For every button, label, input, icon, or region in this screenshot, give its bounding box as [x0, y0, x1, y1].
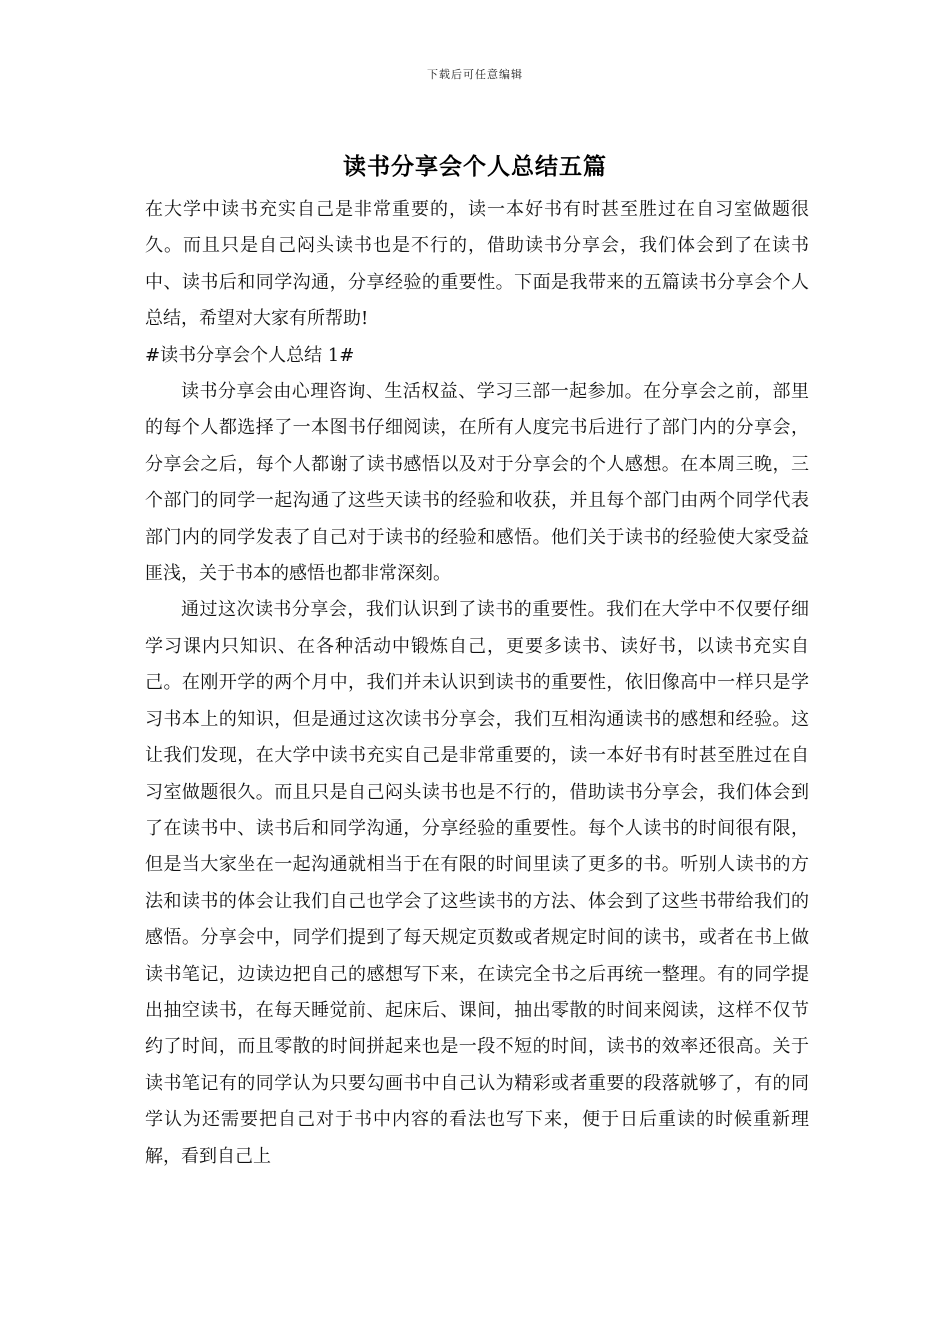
document-body	[145, 192, 809, 1175]
body-paragraph-1: 读书分享会由心理咨询、生活权益、学习三部一起参加。在分享会之前，部里的每个人都选择了一本图书仔细阅读，在所有人度完书后进行了部门内的分享会，分享会之后，每个人都谢了读书感悟以及对于分享会的个人感想。在本周三晚，三个部门的同学一起沟通了这些天读书的经验和收获，并且每个部门由两个同学代表部门内的同学发表了自己对于读书的经验和感悟。他们关于读书的经验使大家受益匪浅，关于书本的感悟也都非常深刻。	[145, 381, 809, 585]
header-note: 下载后可任意编辑	[427, 68, 523, 81]
document-title: 读书分享会个人总结五篇	[343, 153, 607, 180]
body-paragraph-2: 通过这次读书分享会，我们认识到了读书的重要性。我们在大学中不仅要仔细学习课内只知识、在各种活动中锻炼自己，更要多读书、读好书，以读书充实自己。在刚开学的两个月中，我们并未认识到读书的重要性，依旧像高中一样只是学习书本上的知识，但是通过这次读书分享会，我们互相沟通读书的感想和经验。这让我们发现，在大学中读书充实自己是非常重要的，读一本好书有时甚至胜过在自习室做题很久。而且只是自己闷头读书也是不行的，借助读书分享会，我们体会到了在读书中、读书后和同学沟通，分享经验的重要性。每个人读书的时间很有限，但是当大家坐在一起沟通就相当于在有限的时间里读了更多的书。听别人读书的方法和读书的体会让我们自己也学会了这些读书的方法、体会到了这些书带给我们的感悟。分享会中，同学们提到了每天规定页数或者规定时间的读书，或者在书上做读书笔记，边读边把自己的感想写下来，在读完全书之后再统一整理。有的同学提出抽空读书，在每天睡觉前、起床后、课间，抽出零散的时间来阅读，这样不仅节约了时间，而且零散的时间拼起来也是一段不短的时间，读书的效率还很高。关于读书笔记有的同学认为只要勾画书中自己认为精彩或者重要的段落就够了，有的同学认为还需要把自己对于书中内容的看法也写下来，便于日后重读的时候重新理解，看到自己上	[145, 599, 809, 1167]
section-heading: #读书分享会个人总结 1#	[145, 344, 355, 366]
intro-paragraph: 在大学中读书充实自己是非常重要的，读一本好书有时甚至胜过在自习室做题很久。而且只是自己闷头读书也是不行的，借助读书分享会，我们体会到了在读书中、读书后和同学沟通，分享经验的重要性。下面是我带来的五篇读书分享会个人总结，希望对大家有所帮助!	[145, 199, 809, 330]
